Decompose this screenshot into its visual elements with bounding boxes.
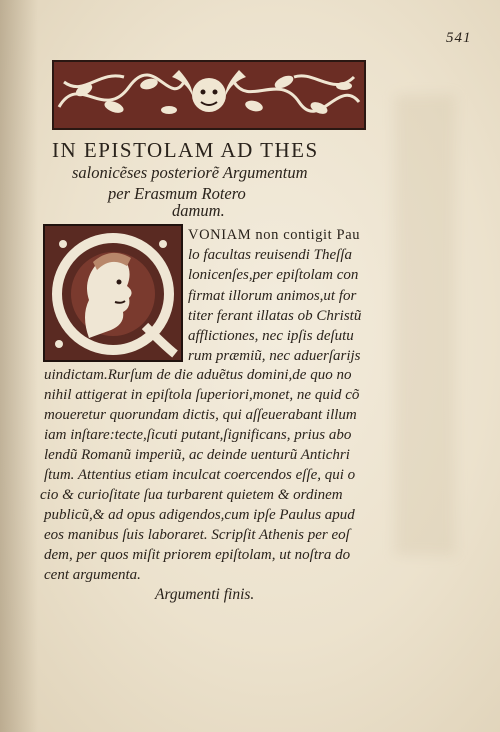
foliage-ornament-icon: [54, 62, 364, 128]
portrait-initial-icon: [45, 226, 181, 360]
page-number: 541: [446, 30, 472, 46]
binding-shadow: [0, 0, 38, 732]
woodcut-headpiece: [52, 60, 366, 130]
subtitle-line-3: damum.: [172, 201, 225, 220]
body-line-11: iam inſtare:tecte,ſicuti putant,ſignificans, prius abo: [44, 427, 352, 443]
body-line-16: eos manibus ſuis laboraret. Scripſit Athenis per eoſ: [44, 527, 350, 543]
body-line-17: dem, per quos miſit priorem epiſtolam, ut noſtra do: [44, 547, 351, 563]
body-line-2: lo facultas reuisendi Theſſa: [188, 247, 353, 263]
ink-bleed-through: [395, 95, 455, 555]
body-line-9: nihil attigerat in epiſtola ſuperiori,monet, ne quid cõ: [44, 387, 360, 403]
woodcut-initial: [43, 224, 183, 362]
body-line-18: cent argumenta.: [44, 567, 141, 583]
closing-line: Argumenti finis.: [155, 586, 255, 603]
body-line-4: firmat illorum animos,ut for: [188, 288, 357, 304]
body-line-5: titer ferant illatas ob Christũ: [188, 308, 362, 324]
body-line-14: cio & curioſitate ſua turbarent quietem & ordinem: [40, 487, 343, 503]
body-line-7: rum præmiũ, nec aduerſarijs: [188, 348, 361, 364]
body-line-8: uindictam.Rurſum de die aduẽtus domini,de quo no: [44, 367, 352, 383]
body-line-12: lendũ Romanũ imperiũ, ac deinde uenturũ Antichri: [44, 447, 350, 463]
body-line-15: publicũ,& ad opus adigendos,cum ipſe Paulus apud: [44, 507, 355, 523]
body-line-13: ſtum. Attentius etiam inculcat coercendos eſſe, qui o: [44, 467, 356, 483]
subtitle-line-2: per Erasmum Rotero: [108, 184, 246, 203]
body-line-10: moueretur quorundam dictis, qui aſſeuerabant illum: [44, 407, 357, 423]
body-line-1-text: VONIAM non contigit Pau: [188, 227, 361, 243]
body-line-1: [188, 226, 360, 245]
body-line-3: lonicenſes,per epiſtolam con: [188, 267, 359, 283]
page-title: IN EPISTOLAM AD THES: [52, 138, 319, 162]
body-line-6: afflictiones, nec ipſis deſutu: [188, 328, 354, 344]
subtitle-line-1: salonicẽses posteriorẽ Argumentum: [72, 163, 308, 182]
